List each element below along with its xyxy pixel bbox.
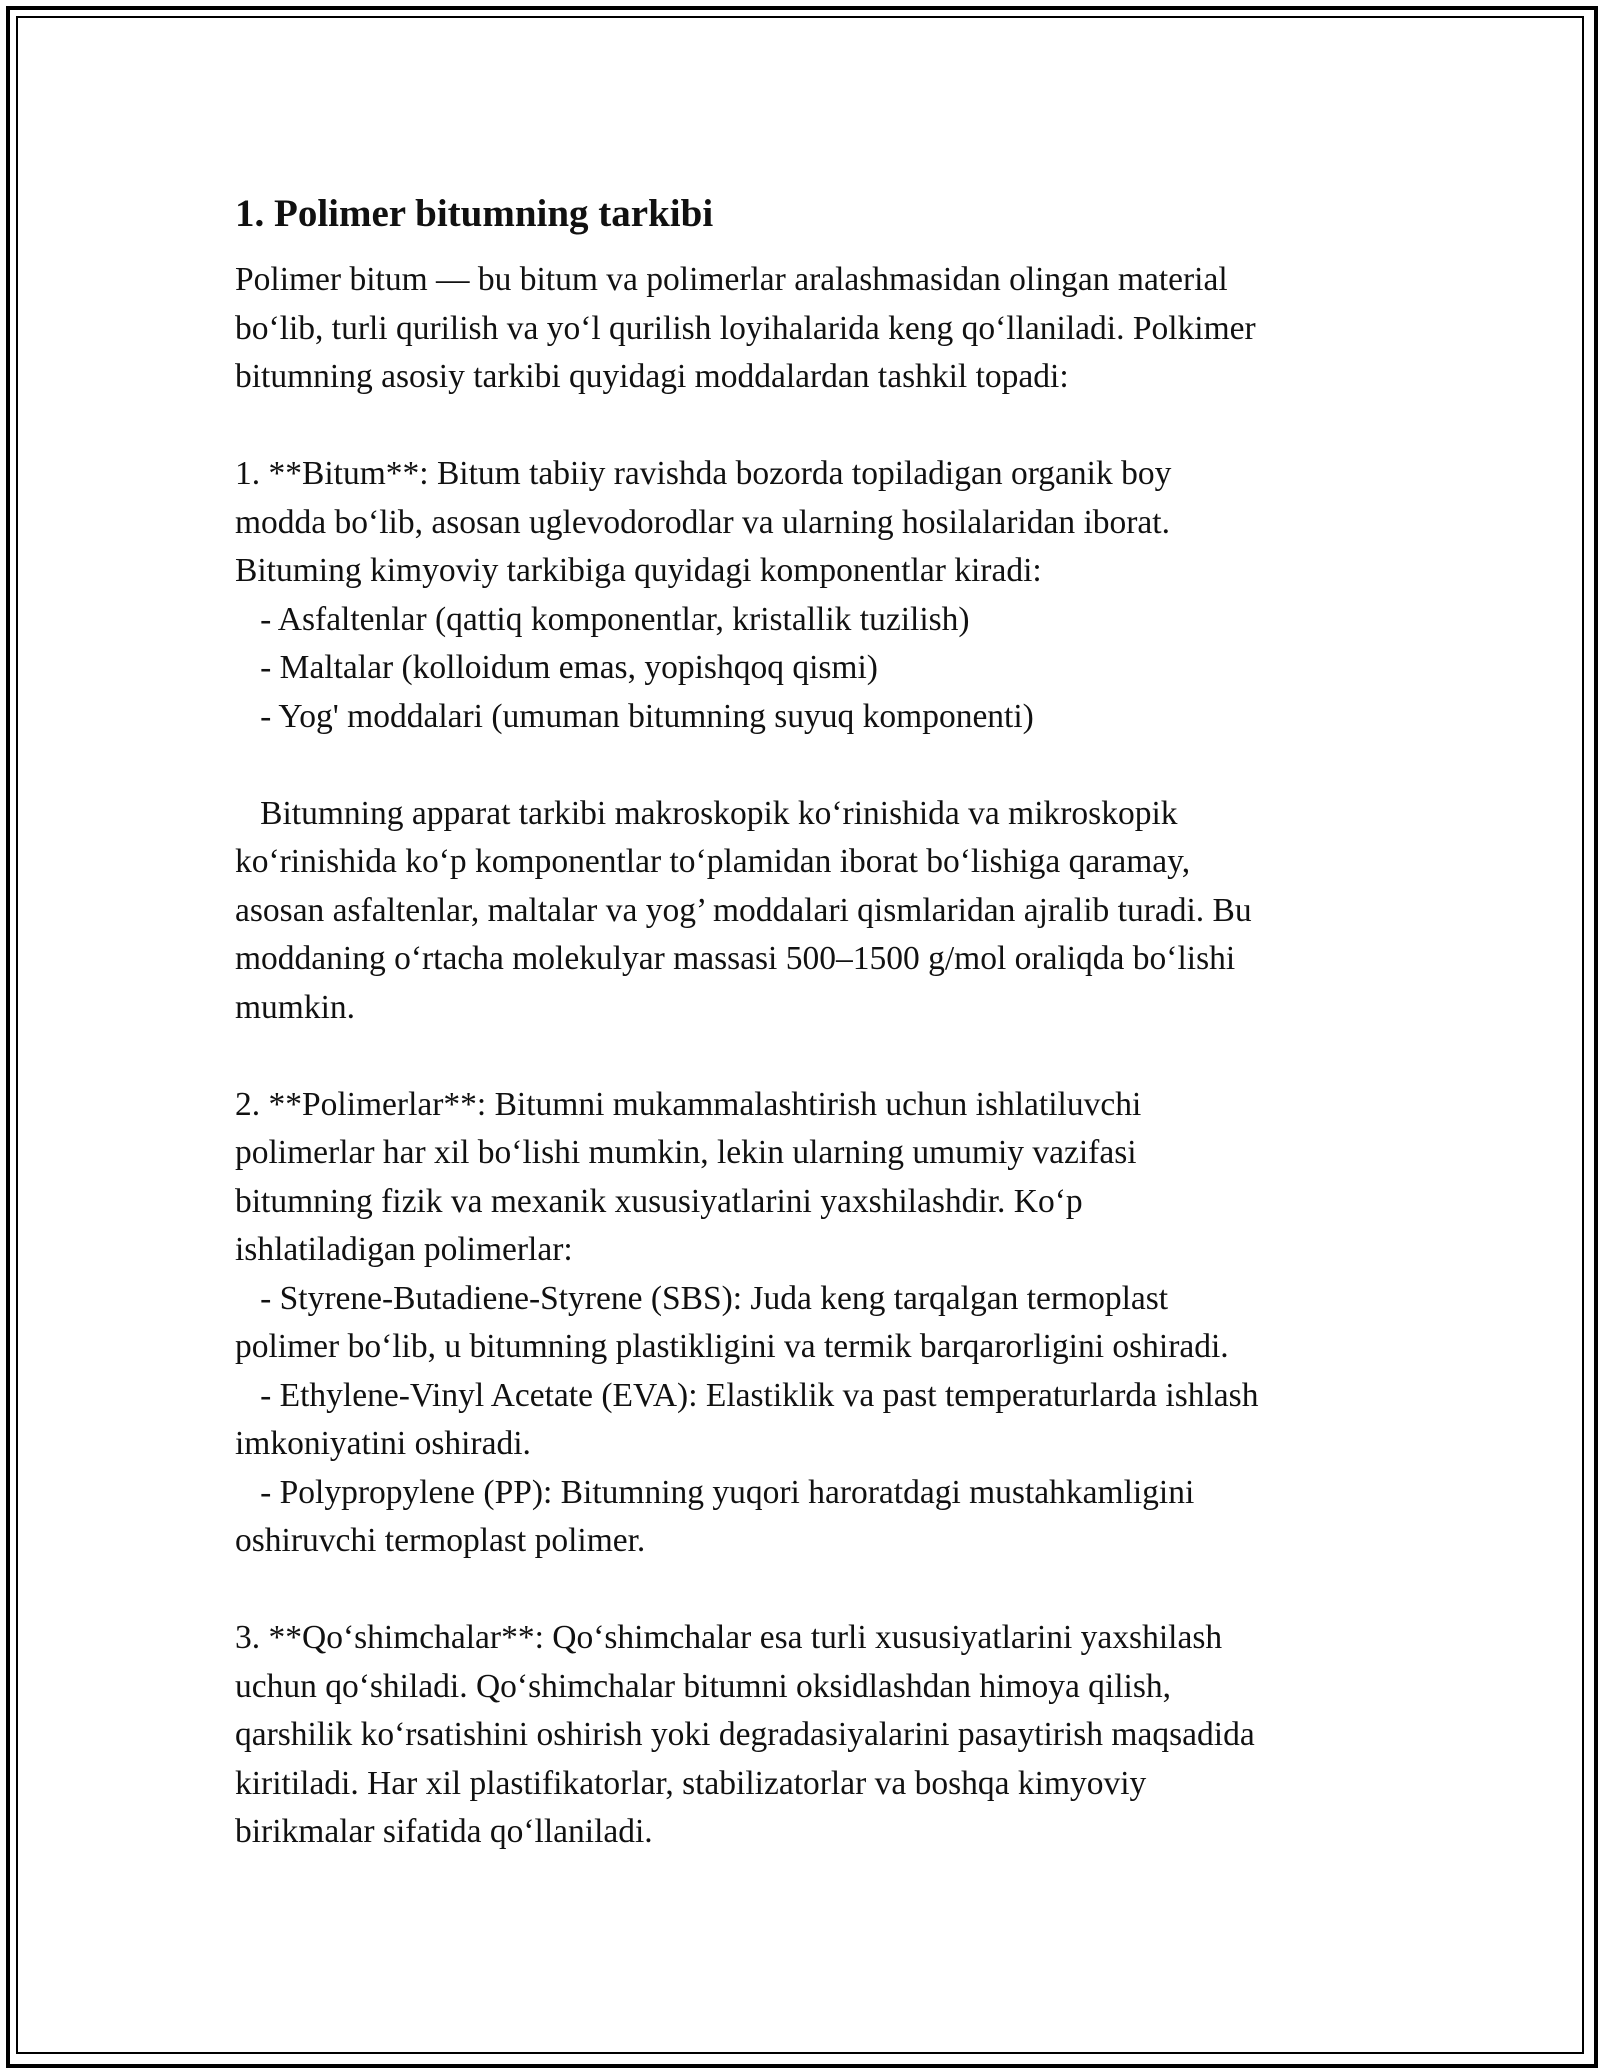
paragraph-spacer <box>235 1032 1375 1081</box>
polimerlar-section: 2. **Polimerlar**: Bitumni mukammalashtirish uchun ishlatiluvchi polimerlar har xil bo‘lishi mumkin, lekin ularning umumiy vazifasi bitumning fizik va mexanik xususiyatlarini yaxshilashdir. Ko‘p ishlatiladigan polimerlar: - Styrene-Butadiene-Styrene (SBS): Juda keng tarqalgan termoplast polimer bo‘lib, u bitumning plastikligini va termik barqarorligini oshiradi. - Ethylene-Vinyl Acetate (EVA): Elastiklik va past temperaturlarda ishlash imkoniyatini oshiradi. - Polypropylene (PP): Bitumning yuqori haroratdagi mustahkamligini oshiruvchi termoplast polimer. <box>235 1085 1259 1559</box>
qoshimchalar-section: 3. **Qo‘shimchalar**: Qo‘shimchalar esa turli xususiyatlarini yaxshilash uchun qo‘shiladi. Qo‘shimchalar bitumni oksidlashdan himoya qilish, qarshilik ko‘rsatishini oshirish yoki degradasiyalarini pasaytirish maqsadida kiritiladi. Har xil plastifikatorlar, stabilizatorlar va boshqa kimyoviy birikmalar sifatida qo‘llaniladi. <box>235 1619 1255 1850</box>
paragraph-spacer <box>235 741 1375 790</box>
paragraph-spacer <box>235 1566 1375 1615</box>
intro-paragraph: Polimer bitum — bu bitum va polimerlar aralashmasidan olingan material bo‘lib, turli qurilish va yo‘l qurilish loyihalarida keng qo‘llaniladi. Polkimer bitumning asosiy tarkibi quyidagi moddalardan tashkil topadi: <box>235 261 1256 395</box>
bitum-section: 1. **Bitum**: Bitum tabiiy ravishda bozorda topiladigan organik boy modda bo‘lib, asosan uglevodorodlar va ularning hosilalaridan iborat. Bituming kimyoviy tarkibiga quyidagi komponentlar kiradi: - Asfaltenlar (qattiq komponentlar, kristallik tuzilish) - Maltalar (kolloidum emas, yopishqoq qismi) - Yog' moddalari (umuman bitumning suyuq komponenti) <box>235 455 1172 735</box>
paragraph-spacer <box>235 402 1375 451</box>
document-title: 1. Polimer bitumning tarkibi <box>235 192 714 235</box>
bitum-detail-paragraph: Bitumning apparat tarkibi makroskopik ko‘rinishida va mikroskopik ko‘rinishida ko‘p komponentlar to‘plamidan iborat bo‘lishiga qaramay, asosan asfaltenlar, maltalar va yog’ moddalari qismlaridan ajralib turadi. Bu moddaning o‘rtacha molekulyar massasi 500–1500 g/mol oraliqda bo‘lishi mumkin. <box>235 794 1252 1026</box>
document-body <box>235 186 1375 1857</box>
